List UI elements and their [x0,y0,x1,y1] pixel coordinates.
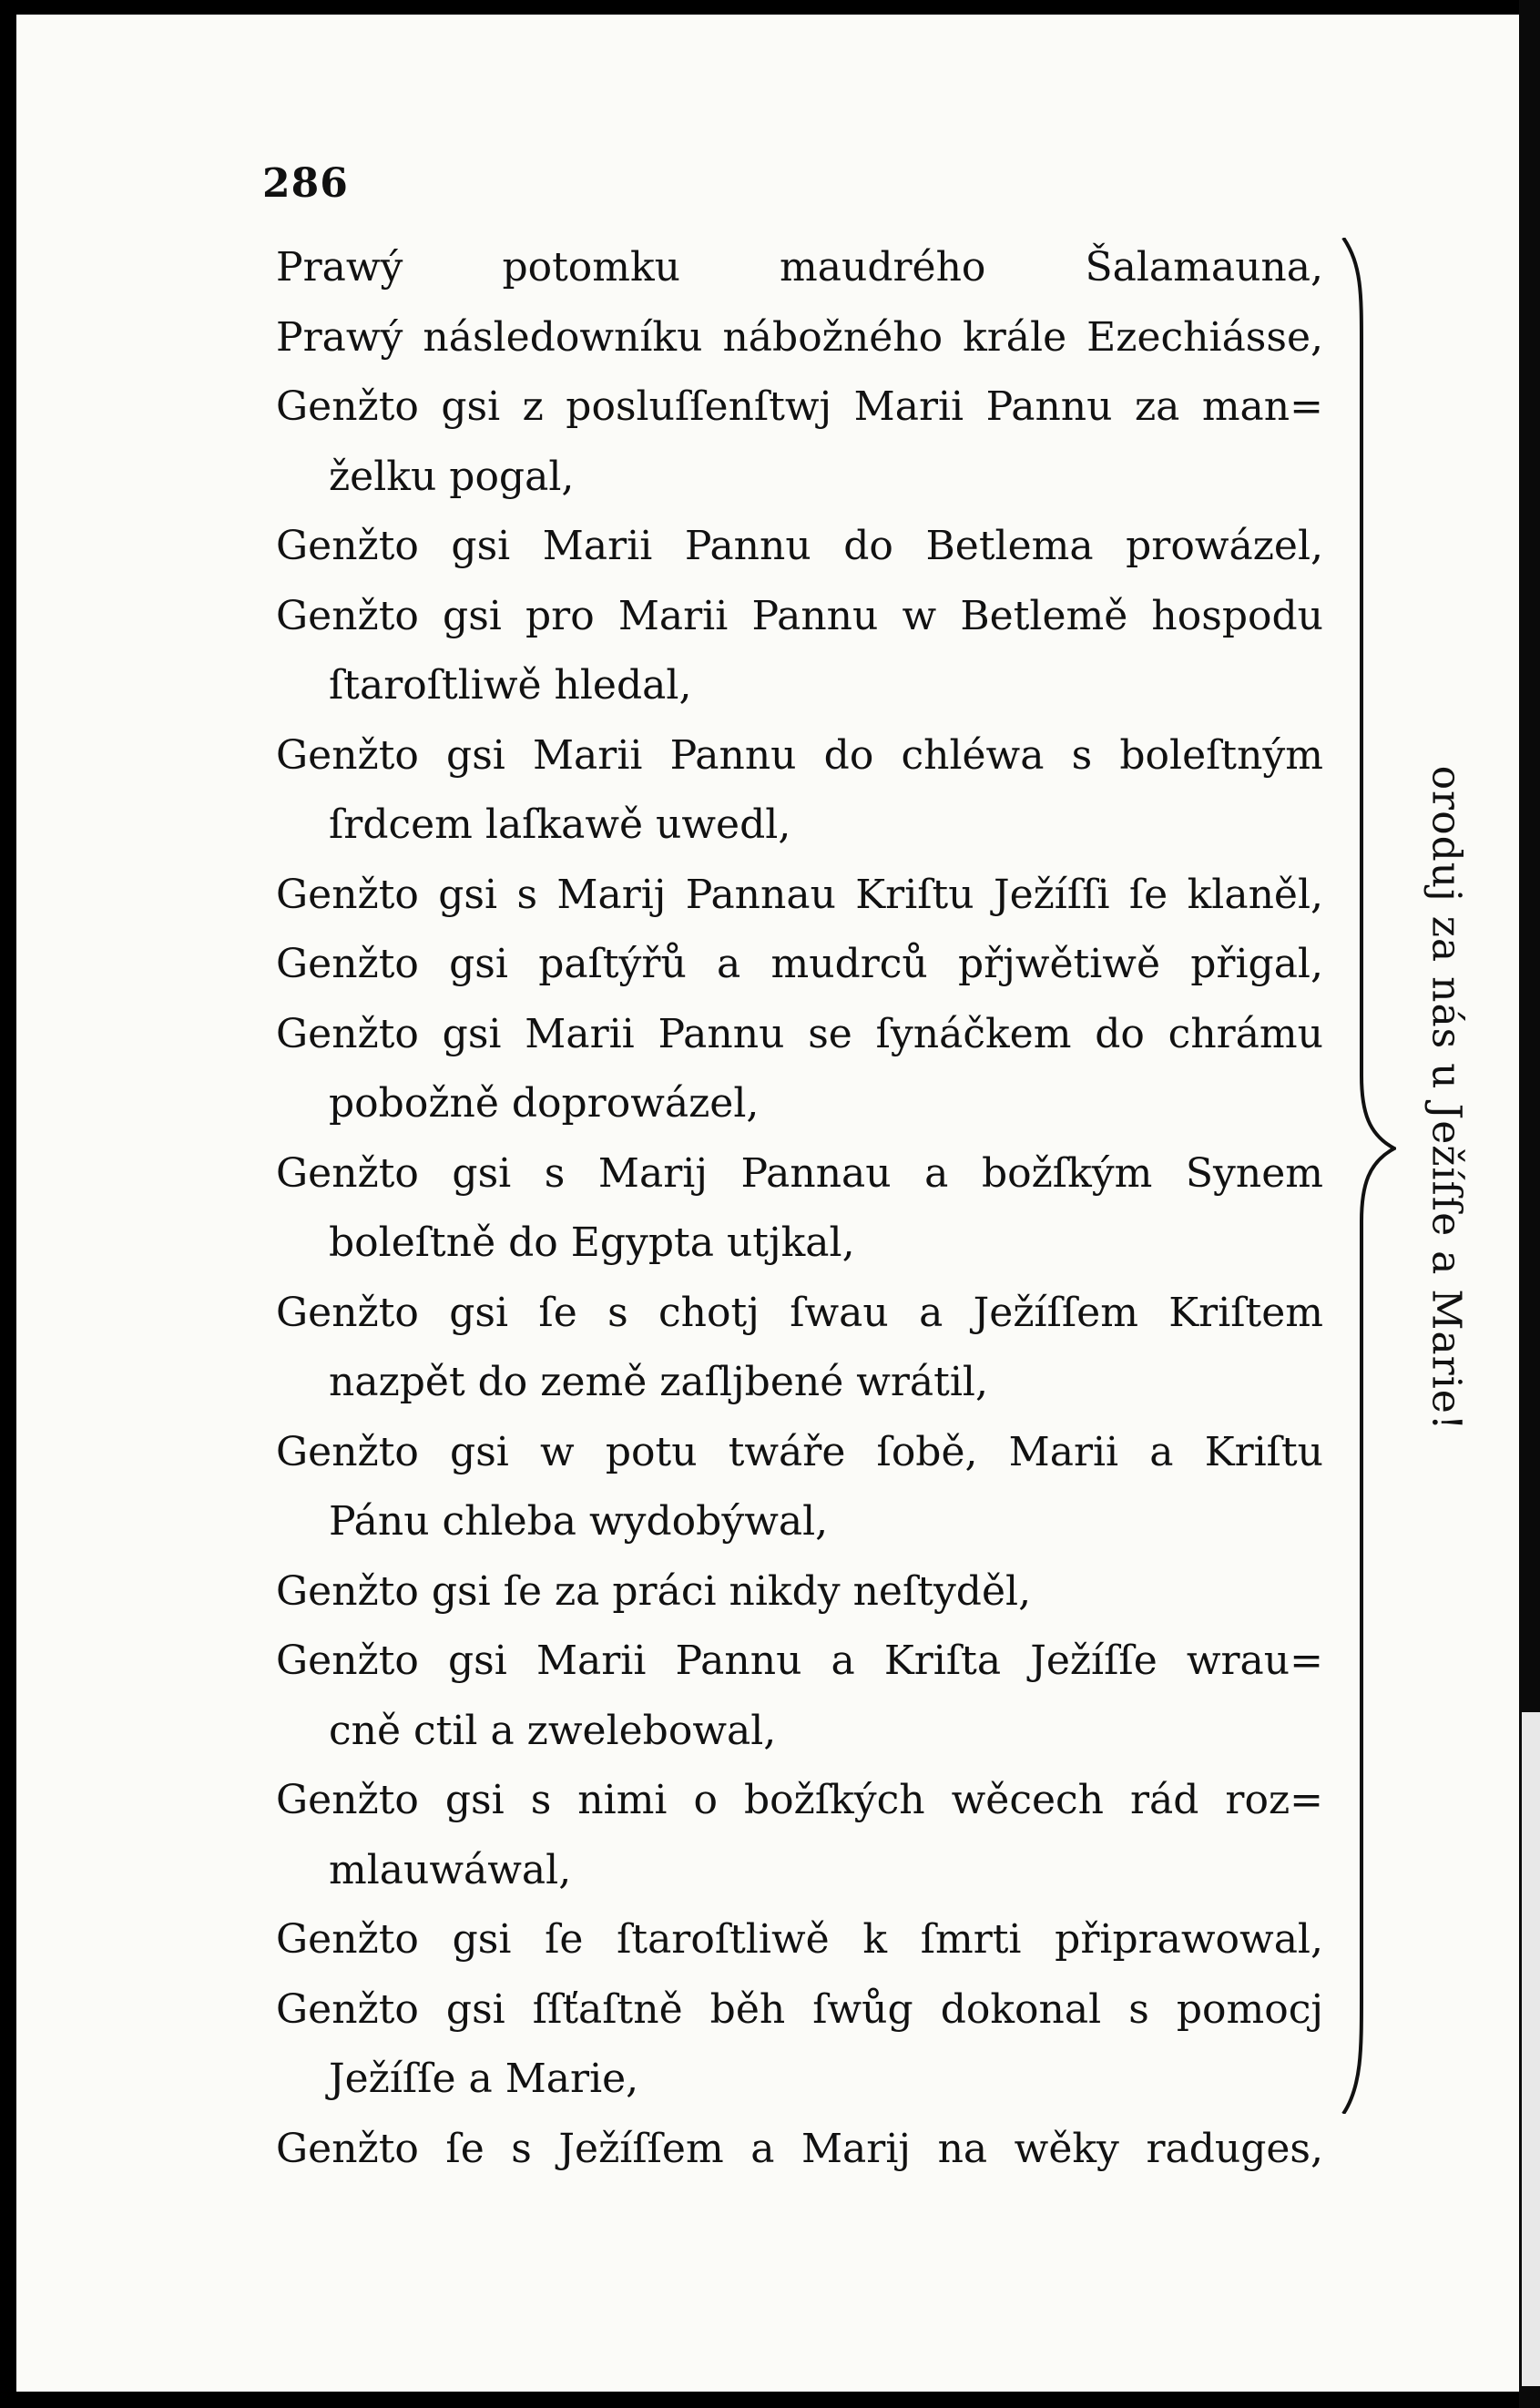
scan-edge [1519,0,1540,2408]
text-line: Genžto gsi ſe za práci nikdy neſtyděl, [276,1567,1032,1615]
text-line: Genžto gsi z posluſſenſtwj Marii Pannu za man= [276,383,1323,430]
text-line: Genžto gsi pro Marii Pannu w Betlemě hospodu [276,592,1323,639]
text-line: Genžto gsi s Marij Pannau Kriſtu Ježíſſi ſe klaněl, [276,871,1323,918]
text-line: Genžto gsi Marii Pannu do chléwa s boleſtným [276,731,1323,779]
text-line-continuation: ſrdcem laſkawě uwedl, [329,801,791,848]
text-line: Genžto gsi ſſťaſtně běh ſwůg dokonal s pomocj [276,1985,1323,2033]
text-line-continuation: želku pogal, [329,453,575,500]
text-line-continuation: nazpět do země zaſljbené wrátil, [329,1359,988,1405]
text-line-continuation: Ježíſſe a Marie, [329,2056,639,2102]
curly-brace [1341,238,1396,2114]
text-line: Genžto gsi paſtýřů a mudrců přjwětiwě přigal, [276,941,1323,987]
text-line: Genžto gsi s Marij Pannau a božſkým Synem [276,1149,1323,1197]
text-line: Genžto gsi ſe s chotj ſwau a Ježíſſem Kriſtem [276,1289,1323,1336]
book-page [16,15,1519,2392]
page-number: 286 [262,160,349,207]
text-line: Genžto gsi w potu twáře ſobě, Marii a Kriſtu [276,1428,1323,1475]
scan-edge-chip [1522,1712,1540,2386]
text-line: Genžto ſe s Ježíſſem a Marij na wěky raduges, [276,2125,1323,2172]
text-line: Prawý následowníku nábožného krále Ezechiásse, [276,313,1323,361]
text-line: Genžto gsi Marii Pannu a Kriſta Ježíſſe wrau= [276,1638,1323,1684]
text-line-continuation: boleſtně do Egypta utjkal, [329,1219,855,1266]
side-note: oroduj za nás u Ježíſſe a Marie! [1423,765,1470,1432]
text-line-continuation: Pánu chleba wydobýwal, [329,1498,829,1545]
text-line-continuation: mlauwáwal, [329,1846,572,1893]
text-line-continuation: cně ctil a zwelebowal, [329,1707,777,1754]
text-line: Genžto gsi Marii Pannu do Betlema prowázel, [276,523,1323,569]
text-line: Genžto gsi Marii Pannu se ſynáčkem do chrámu [276,1010,1323,1057]
text-line: Prawý potomku maudrého Šalamauna, [276,244,1323,291]
text-line-continuation: ſtaroſtliwě hledal, [329,662,692,709]
text-line: Genžto gsi s nimi o božſkých wěcech rád roz= [276,1777,1323,1823]
litany-text [276,233,1323,2184]
text-line: Genžto gsi ſe ſtaroſtliwě k ſmrti připrawowal, [276,1916,1323,1963]
text-line-continuation: pobožně doprowázel, [329,1080,760,1127]
